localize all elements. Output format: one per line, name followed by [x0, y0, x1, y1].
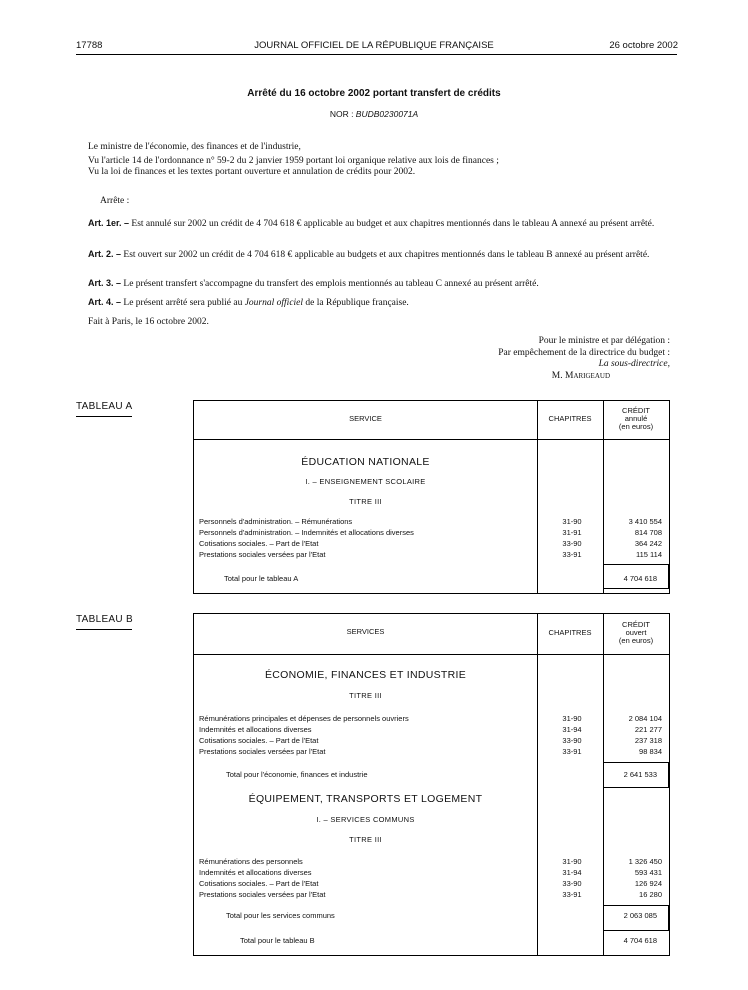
table-row	[199, 868, 672, 878]
signature-line-3: La sous-directrice,	[598, 359, 670, 369]
article-2	[88, 249, 676, 261]
table-row	[199, 528, 672, 538]
subtotal-label: Total pour les services communs	[226, 911, 335, 920]
row-label: Cotisations sociales. – Part de l'Etat	[199, 879, 319, 888]
article-3-text: Le présent transfert s'accompagne du transfert des emplois mentionnés au tableau C annexé au présent arrêté.	[121, 279, 539, 289]
row-label: Rémunérations des personnels	[199, 857, 303, 866]
row-amount: 16 280	[639, 890, 662, 899]
col-header-chapitres: CHAPITRES	[548, 628, 592, 637]
row-amount: 814 708	[634, 528, 662, 537]
subtotal-amount: 2 063 085	[623, 911, 657, 920]
tableau-a	[193, 400, 670, 594]
table-row	[199, 725, 672, 735]
grand-total-amount: 4 704 618	[623, 936, 657, 945]
total-amount: 4 704 618	[623, 574, 657, 583]
row-chapitre: 31-90	[562, 517, 582, 526]
section-title: ÉCONOMIE, FINANCES ET INDUSTRIE	[264, 669, 467, 681]
col-header-credit-line-2: annulé	[624, 414, 648, 423]
fait-a-paris: Fait à Paris, le 16 octobre 2002.	[88, 317, 209, 327]
subtotal-amount: 2 641 533	[623, 770, 657, 779]
row-amount: 1 326 450	[628, 857, 662, 866]
row-amount: 237 318	[634, 736, 662, 745]
titre-heading: TITRE III	[349, 835, 382, 844]
preamble-2: Vu l'article 14 de l'ordonnance n° 59-2 du 2 janvier 1959 portant loi organique relative aux lois de finances ;	[88, 156, 499, 166]
row-amount: 126 924	[634, 879, 662, 888]
section-title: ÉQUIPEMENT, TRANSPORTS ET LOGEMENT	[248, 793, 483, 805]
table-row	[199, 714, 672, 724]
row-chapitre: 31-90	[562, 857, 582, 866]
header-rule	[76, 54, 677, 55]
tableau-b-label: TABLEAU B	[76, 614, 133, 625]
table-row	[199, 747, 672, 757]
row-chapitre: 33-90	[562, 736, 582, 745]
table-row	[199, 736, 672, 746]
titre-heading: TITRE III	[349, 691, 382, 700]
article-4-label: Art. 4. –	[88, 297, 122, 307]
nor-code: BUDB0230071A	[355, 109, 419, 119]
row-chapitre: 33-90	[562, 539, 582, 548]
tableau-a-label-rule	[76, 416, 132, 417]
row-chapitre: 33-91	[562, 890, 582, 899]
row-amount: 3 410 554	[628, 517, 662, 526]
row-chapitre: 33-91	[562, 550, 582, 559]
subtotal-row	[226, 770, 699, 780]
row-label: Personnels d'administration. – Rémunérations	[199, 517, 353, 526]
article-1-text: Est annulé sur 2002 un crédit de 4 704 618 € applicable au budget et aux chapitres mentionnés dans le tableau A annexé au présent arrêté.	[129, 219, 655, 229]
section-title: ÉDUCATION NATIONALE	[301, 456, 430, 468]
nor-reference	[0, 109, 748, 119]
row-label: Personnels d'administration. – Indemnités et allocations diverses	[199, 528, 414, 537]
preamble-1: Le ministre de l'économie, des finances et de l'industrie,	[88, 142, 301, 152]
row-label: Cotisations sociales. – Part de l'Etat	[199, 539, 319, 548]
col-header-credit	[603, 407, 669, 431]
subtotal-row	[226, 911, 699, 921]
row-label: Prestations sociales versées par l'Etat	[199, 550, 326, 559]
publication-date: 26 octobre 2002	[609, 40, 678, 51]
row-amount: 364 242	[634, 539, 662, 548]
column-divider	[537, 614, 538, 955]
signature-line-2: Par empêchement de la directrice du budget :	[498, 347, 670, 358]
row-label: Indemnités et allocations diverses	[199, 725, 312, 734]
row-amount: 2 084 104	[628, 714, 662, 723]
article-2-label: Art. 2. –	[88, 249, 122, 259]
table-row	[199, 879, 672, 889]
document-title: Arrêté du 16 octobre 2002 portant transfert de crédits	[247, 88, 501, 99]
row-label: Cotisations sociales. – Part de l'Etat	[199, 736, 319, 745]
grand-total-row	[240, 936, 713, 946]
signature-line-1: Pour le ministre et par délégation :	[538, 336, 670, 346]
row-label: Indemnités et allocations diverses	[199, 868, 312, 877]
row-label: Rémunérations principales et dépenses de personnels ouvriers	[199, 714, 409, 723]
row-chapitre: 33-90	[562, 879, 582, 888]
row-chapitre: 31-94	[562, 868, 582, 877]
table-row	[199, 517, 672, 527]
article-4-text-after: de la République française.	[303, 298, 409, 308]
col-header-credit-line-1: CRÉDIT	[622, 620, 650, 629]
journal-title: JOURNAL OFFICIEL DE LA RÉPUBLIQUE FRANÇAISE	[254, 40, 494, 51]
table-row	[199, 890, 672, 900]
tableau-a-label: TABLEAU A	[76, 401, 133, 412]
row-chapitre: 33-91	[562, 747, 582, 756]
signature-block	[420, 336, 670, 382]
subsection-title: I. – SERVICES COMMUNS	[316, 815, 415, 824]
tableau-b-label-rule	[76, 629, 132, 630]
table-row	[199, 539, 672, 549]
row-amount: 115 114	[636, 550, 662, 559]
article-4-text-italic: Journal officiel	[244, 298, 304, 308]
col-header-chapitres: CHAPITRES	[548, 414, 592, 423]
subtotal-label: Total pour l'économie, finances et industrie	[226, 770, 368, 779]
article-4	[88, 297, 676, 309]
row-chapitre: 31-94	[562, 725, 582, 734]
row-chapitre: 31-90	[562, 714, 582, 723]
subsection-title: I. – ENSEIGNEMENT SCOLAIRE	[305, 477, 426, 486]
article-4-text-before: Le présent arrêté sera publié au	[121, 298, 245, 308]
article-2-text: Est ouvert sur 2002 un crédit de 4 704 618 € applicable au budgets et aux chapitres mentionnés dans le tableau B annexé au présent arrêté.	[121, 250, 650, 260]
column-divider	[537, 401, 538, 593]
preamble-3: Vu la loi de finances et les textes portant ouverture et annulation de crédits pour 2002.	[88, 167, 416, 177]
article-3	[88, 278, 676, 290]
signature-name: M. Marigeaud	[551, 370, 610, 381]
row-label: Prestations sociales versées par l'Etat	[199, 890, 326, 899]
article-1	[88, 218, 676, 230]
table-row	[199, 550, 672, 560]
col-header-services: SERVICES	[346, 627, 385, 636]
row-amount: 593 431	[634, 868, 662, 877]
page-number: 17788	[76, 40, 103, 51]
col-header-credit-line-2: ouvert	[625, 628, 647, 637]
row-amount: 98 834	[639, 747, 662, 756]
row-chapitre: 31-91	[562, 528, 582, 537]
row-label: Prestations sociales versées par l'Etat	[199, 747, 326, 756]
tableau-b	[193, 613, 670, 956]
header-rule	[194, 654, 669, 655]
col-header-service: SERVICE	[349, 414, 382, 423]
total-row	[224, 574, 697, 584]
nor-label: NOR :	[329, 109, 356, 119]
table-row	[199, 857, 672, 867]
col-header-credit	[603, 621, 669, 645]
article-3-label: Art. 3. –	[88, 278, 122, 288]
grand-total-label: Total pour le tableau B	[240, 936, 315, 945]
col-header-credit-line-1: CRÉDIT	[622, 406, 650, 415]
header-rule	[194, 439, 669, 440]
arrete-heading: Arrête :	[100, 196, 130, 206]
titre-heading: TITRE III	[349, 497, 382, 506]
col-header-credit-line-3: (en euros)	[618, 636, 654, 645]
article-1-label: Art. 1er. –	[88, 218, 130, 228]
row-amount: 221 277	[634, 725, 662, 734]
total-label: Total pour le tableau A	[224, 574, 299, 583]
col-header-credit-line-3: (en euros)	[618, 422, 654, 431]
